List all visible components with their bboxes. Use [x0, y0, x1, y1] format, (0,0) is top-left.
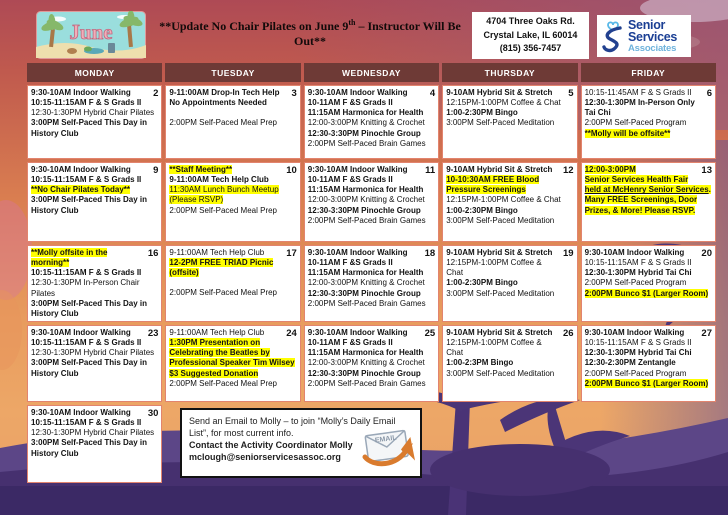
event — [308, 278, 435, 288]
event-text: 12:30-1:30PM Hybrid Chair Pilates — [31, 108, 155, 118]
event-text: 12:15PM-1:00PM Coffee & Chat — [446, 338, 542, 358]
event — [585, 278, 712, 288]
event-text: 1:00-2:3PM Bingo — [446, 358, 514, 368]
event-text: 12:30-1:30PM In-Person Only Tai Chi — [584, 98, 695, 118]
event — [308, 195, 435, 205]
event — [308, 258, 435, 268]
event-text: 10-11AM F &S Grads II — [307, 258, 393, 268]
event — [308, 185, 435, 195]
event-text: 9-10AM Hybrid Sit & Stretch — [446, 248, 553, 257]
calendar-cell-june-20 — [581, 245, 716, 322]
event-text: 12:30-1:30PM Hybrid Tai Chi — [584, 268, 692, 278]
event — [308, 289, 435, 299]
event-text: 10:15-11:15AM F & S Grads II — [31, 418, 142, 428]
event — [31, 248, 158, 268]
event-text: 1:00-2:30PM Bingo — [446, 278, 518, 288]
event — [31, 98, 158, 108]
event — [169, 206, 296, 216]
day-number: 12 — [563, 165, 574, 176]
event-text: 12:30-1:30PM Hybrid Tai Chi — [584, 348, 692, 358]
calendar-cell-june-19 — [442, 245, 577, 322]
event-text: 11:15AM Harmonica for Health — [307, 268, 424, 278]
day-number: 16 — [147, 248, 159, 259]
notice-text-post: – Instructor Will Be Out** — [293, 19, 461, 48]
event-text: 2:00PM Self-Paced Meal Prep — [169, 205, 277, 215]
event-text: 1:30PM Presentation on Celebrating the Beatles by Professional Speaker Tim Wilsey $3 Suggested Donation — [169, 338, 295, 378]
event — [31, 358, 158, 378]
senior-services-s-heart-icon — [600, 18, 626, 54]
calendar-cell-empty — [581, 405, 716, 483]
day-header-friday: FRIDAY — [581, 63, 716, 82]
event-text: 9-11:00AM Drop-In Tech Help No Appointments Needed — [169, 88, 280, 108]
event-text: 12:30-2:30PM Zentangle — [584, 358, 676, 368]
event — [585, 328, 712, 338]
event-text: 12:15PM-1:00PM Coffee & Chat — [446, 98, 561, 108]
day-header-monday: MONDAY — [27, 63, 162, 82]
event — [31, 348, 158, 358]
event — [585, 348, 712, 358]
day-number: 4 — [429, 88, 436, 99]
event-text: 12:15PM-1:00PM Coffee & Chat — [446, 258, 542, 278]
event — [31, 418, 158, 428]
event — [169, 248, 296, 258]
event — [31, 338, 158, 348]
event — [308, 118, 435, 128]
event-text: **Staff Meeting** — [169, 165, 233, 174]
calendar-cell-june-30 — [27, 405, 162, 483]
event — [31, 408, 158, 418]
event-text: 12:30-3:30PM Pinochle Group — [307, 288, 421, 298]
org-logo-line1: Senior — [628, 17, 666, 32]
event — [446, 206, 573, 216]
event-text: **No Chair Pilates Today** — [31, 185, 130, 195]
event — [31, 88, 158, 98]
event — [308, 175, 435, 185]
event — [585, 165, 712, 175]
event-text: 3:00PM Self-Paced This Day in History Club — [31, 358, 148, 378]
day-number: 25 — [424, 328, 436, 339]
event — [31, 328, 158, 338]
event-text: 12-2PM FREE TRIAD Picnic (offsite) — [169, 258, 274, 278]
day-number: 10 — [286, 165, 297, 176]
event-text: 9:30-10AM Indoor Walking — [584, 328, 685, 337]
event-text: 9:30-10AM Indoor Walking — [31, 88, 131, 97]
event-text: 3:00PM Self-Paced This Day in History Club — [31, 118, 148, 138]
day-number: 3 — [291, 88, 297, 99]
email-note-contact: Contact the Activity Coordinator Molly — [189, 440, 353, 451]
event — [446, 108, 573, 118]
event — [585, 129, 712, 139]
event-text: 12:00-3:00PM Knitting & Crochet — [307, 358, 425, 368]
event — [585, 175, 712, 216]
event-text: 9:30-10AM Indoor Walking — [31, 328, 131, 337]
day-number: 2 — [153, 88, 159, 99]
event — [308, 139, 435, 149]
event — [169, 328, 296, 338]
day-number: 5 — [568, 88, 574, 99]
calendar-cell-june-18 — [304, 245, 439, 322]
event-text: 10-11AM F &S Grads II — [307, 175, 393, 185]
calendar-cell-june-11 — [304, 162, 439, 242]
event — [308, 129, 435, 139]
event — [585, 118, 712, 128]
event-text: 12:00-3:00PM Knitting & Crochet — [307, 118, 425, 128]
org-logo-line2: Services — [628, 30, 678, 45]
day-number: 13 — [701, 165, 712, 176]
day-number: 27 — [701, 328, 712, 339]
event-text: 12:15PM-1:00PM Coffee & Chat — [446, 195, 561, 205]
event-text: 10-10:30AM FREE Blood Pressure Screenings — [446, 175, 540, 195]
event-text: 12:30-3:30PM Pinochle Group — [307, 205, 421, 215]
event — [169, 338, 296, 379]
event-text: 2:00PM Self-Paced Program — [584, 278, 687, 288]
address-street: 4704 Three Oaks Rd. — [486, 15, 575, 26]
event-text: 9:30-10AM Indoor Walking — [307, 88, 408, 97]
event — [31, 195, 158, 215]
day-header-thursday: THURSDAY — [442, 63, 577, 82]
calendar-cell-june-9 — [27, 162, 162, 242]
event — [31, 278, 158, 298]
event — [308, 98, 435, 108]
event — [308, 206, 435, 216]
event-text: 12:30-1:30PM Hybrid Chair Pilates — [31, 428, 155, 438]
email-envelope-icon — [359, 427, 415, 469]
event-text: 3:00PM Self-Paced Meditation — [446, 215, 555, 225]
event — [446, 328, 573, 338]
calendar-cell-june-25 — [304, 325, 439, 402]
event — [585, 338, 712, 348]
event — [308, 338, 435, 348]
event — [446, 165, 573, 175]
day-number: 30 — [147, 408, 159, 419]
event — [446, 338, 573, 358]
event-text: 2:00PM Self-Paced Program — [584, 368, 687, 378]
day-number: 23 — [147, 328, 159, 339]
event — [308, 248, 435, 258]
event-text: 10:15-11:15AM F & S Grads II — [584, 258, 692, 268]
day-number: 6 — [706, 88, 712, 99]
event-text: . Many FREE Screenings, Door Prizes, & More! Please RSVP. — [584, 185, 711, 215]
event — [585, 88, 712, 98]
event — [308, 268, 435, 278]
event-text: 2:00PM Self-Paced Meal Prep — [169, 118, 277, 128]
event — [308, 358, 435, 368]
calendar-cell-june-16 — [27, 245, 162, 322]
event — [585, 98, 712, 118]
event — [31, 299, 158, 319]
event — [169, 288, 296, 298]
event-text: 3:00PM Self-Paced This Day in History Club — [31, 195, 148, 215]
svg-text:June: June — [69, 20, 113, 44]
event — [446, 98, 573, 108]
event-text: 10:15-11:15AM F & S Grads II — [31, 175, 142, 185]
event — [585, 369, 712, 379]
event — [308, 108, 435, 118]
event — [31, 108, 158, 118]
event-text: 9-11:00AM Tech Help Club — [169, 175, 269, 185]
event-text: 12:30-3:30PM Pinochle Group — [307, 128, 421, 138]
event — [585, 379, 712, 389]
calendar-cell-june-23 — [27, 325, 162, 402]
event-text: 12:00-3:00PM Knitting & Crochet — [307, 278, 425, 288]
day-number: 17 — [286, 248, 297, 259]
event — [31, 165, 158, 175]
calendar-cell-june-5 — [442, 85, 577, 159]
event — [585, 248, 712, 258]
event-text: **Molly offsite in the morning** — [31, 248, 108, 268]
event-text: 12:30-1:30PM Hybrid Chair Pilates — [31, 348, 155, 358]
address-phone: (815) 356-7457 — [499, 43, 562, 54]
day-header-wednesday: WEDNESDAY — [304, 63, 439, 82]
address-box — [472, 12, 589, 59]
event-text: 10:15-11:15AM F & S Grads II — [584, 338, 692, 348]
event-text: 3:00PM Self-Paced This Day in History Club — [31, 298, 148, 318]
event-text: 2:00PM Self-Paced Program — [584, 118, 687, 128]
event-text: 11:30AM Lunch Bunch Meetup (Please RSVP) — [169, 185, 279, 205]
event-text: 3:00PM Self-Paced Meditation — [446, 368, 555, 378]
calendar-cell-june-27 — [581, 325, 716, 402]
email-note-box — [180, 408, 422, 478]
event — [446, 118, 573, 128]
event — [31, 428, 158, 438]
event-text: 2:00PM Self-Paced Brain Games — [307, 138, 426, 148]
calendar-cell-june-4 — [304, 85, 439, 159]
event — [308, 216, 435, 226]
event — [31, 268, 158, 278]
event-text: 9:30-10AM Indoor Walking — [31, 408, 131, 417]
day-number: 11 — [425, 165, 436, 176]
calendar-cell-june-17 — [165, 245, 300, 322]
event — [308, 165, 435, 175]
event — [169, 88, 296, 108]
event-text: 2:00PM Self-Paced Brain Games — [307, 215, 426, 225]
event-text: 10:15-11:15AM F & S Grads II — [31, 268, 142, 278]
event — [169, 379, 296, 389]
event-text: 12:30-1:30PM In-Person Chair Pilates — [31, 278, 140, 298]
event-text: 10:15-11:15AM F & S Grads II — [31, 98, 142, 108]
event-text: 10:15-11:15AM F & S Grads II — [31, 338, 142, 348]
event-text: 12:30-3:30PM Pinochle Group — [307, 368, 421, 378]
event-text: 9:30-10AM Indoor Walking — [584, 248, 685, 257]
event — [446, 278, 573, 288]
event — [585, 268, 712, 278]
calendar-cell-empty — [442, 405, 577, 483]
event-text: 9:30-10AM Indoor Walking — [307, 248, 408, 257]
event-text: 9-10AM Hybrid Sit & Stretch — [446, 88, 553, 97]
event — [169, 165, 296, 175]
event-text: 3:00PM Self-Paced Meditation — [446, 288, 555, 298]
event-text: 9-11:00AM Tech Help Club — [169, 248, 265, 257]
event — [446, 175, 573, 195]
day-number: 20 — [701, 248, 712, 259]
email-note-intro: Send an Email to Molly – to join “Molly’s Daily Email List”, for most current info. — [189, 416, 396, 439]
day-header-tuesday: TUESDAY — [165, 63, 300, 82]
event-text: Senior Services Health Fair — [584, 175, 689, 185]
event — [31, 185, 158, 195]
event — [446, 358, 573, 368]
event-text: 10-11AM F &S Grads II — [307, 98, 393, 108]
calendar-cell-june-2 — [27, 85, 162, 159]
event-text: 2:00PM Self-Paced Meal Prep — [169, 288, 277, 298]
event — [31, 438, 158, 458]
calendar-cell-june-12 — [442, 162, 577, 242]
event-text: 9-10AM Hybrid Sit & Stretch — [446, 328, 553, 337]
event-text: 11:15AM Harmonica for Health — [307, 108, 424, 118]
event-text: 2:00PM Self-Paced Brain Games — [307, 298, 426, 308]
event-text: 9-11:00AM Tech Help Club — [169, 328, 265, 337]
event-text: 1:00-2:30PM Bingo — [446, 108, 518, 118]
event — [308, 348, 435, 358]
calendar-cell-june-13 — [581, 162, 716, 242]
calendar-cell-june-26 — [442, 325, 577, 402]
event-text: **Molly will be offsite** — [584, 128, 671, 138]
event-text: 10-11AM F &S Grads II — [307, 338, 393, 348]
calendar-cell-june-24 — [165, 325, 300, 402]
event-text: 12:00-3:00PM — [584, 165, 636, 174]
event-text: 9:30-10AM Indoor Walking — [307, 328, 408, 337]
event-text: 3:00PM Self-Paced Meditation — [446, 118, 555, 128]
day-number: 18 — [424, 248, 436, 259]
event — [446, 216, 573, 226]
event-text: 9:30-10AM Indoor Walking — [307, 165, 408, 174]
event-text: 1:00-2:30PM Bingo — [446, 205, 518, 215]
event-text: 2:00PM Self-Paced Brain Games — [307, 378, 426, 388]
senior-services-logo — [597, 15, 691, 57]
event — [169, 258, 296, 278]
event — [308, 88, 435, 98]
event-text: 3:00PM Self-Paced This Day in History Club — [31, 438, 148, 458]
day-number: 24 — [286, 328, 297, 339]
event — [446, 248, 573, 258]
event-text: 2:00PM Bunco $1 (Larger Room) — [584, 378, 709, 388]
calendar-cell-june-3 — [165, 85, 300, 159]
event-text: 2:00PM Bunco $1 (Larger Room) — [584, 288, 709, 298]
event-text: 11:15AM Harmonica for Health — [307, 185, 424, 195]
org-logo-line3: Associates — [628, 42, 677, 54]
event — [585, 258, 712, 268]
event — [308, 299, 435, 309]
event — [308, 328, 435, 338]
event — [169, 118, 296, 128]
event — [169, 185, 296, 205]
notice-ordinal: th — [348, 18, 356, 27]
event-text: 12:00-3:00PM Knitting & Crochet — [307, 195, 425, 205]
event — [169, 175, 296, 185]
june-month-logo — [36, 11, 146, 59]
address-city: Crystal Lake, IL 60014 — [483, 29, 578, 40]
event — [446, 258, 573, 278]
day-number: 19 — [563, 248, 574, 259]
event — [446, 195, 573, 205]
notice-text-pre: **Update No Chair Pilates on June 9 — [159, 19, 349, 33]
event — [446, 369, 573, 379]
event — [31, 175, 158, 185]
event — [308, 379, 435, 389]
event — [31, 118, 158, 138]
event-text: 9-10AM Hybrid Sit & Stretch — [446, 165, 553, 174]
event-text: 11:15AM Harmonica for Health — [307, 348, 424, 358]
day-number: 9 — [153, 165, 159, 176]
event-text: held at McHenry Senior Services — [584, 185, 709, 195]
calendar-cell-june-6 — [581, 85, 716, 159]
svg-text:EMAIL: EMAIL — [374, 434, 398, 445]
event — [446, 289, 573, 299]
calendar-cell-june-10 — [165, 162, 300, 242]
event-text: 10:15-11:45AM F & S Grads II — [584, 88, 692, 97]
event-text: 2:00PM Self-Paced Meal Prep — [169, 378, 277, 388]
event — [308, 369, 435, 379]
day-number: 26 — [563, 328, 574, 339]
email-address: mclough@seniorservicesassoc.org — [189, 452, 341, 463]
event — [585, 289, 712, 299]
event-text: 9:30-10AM Indoor Walking — [31, 165, 131, 174]
header-notice — [152, 18, 468, 49]
event — [446, 88, 573, 98]
event — [585, 358, 712, 368]
